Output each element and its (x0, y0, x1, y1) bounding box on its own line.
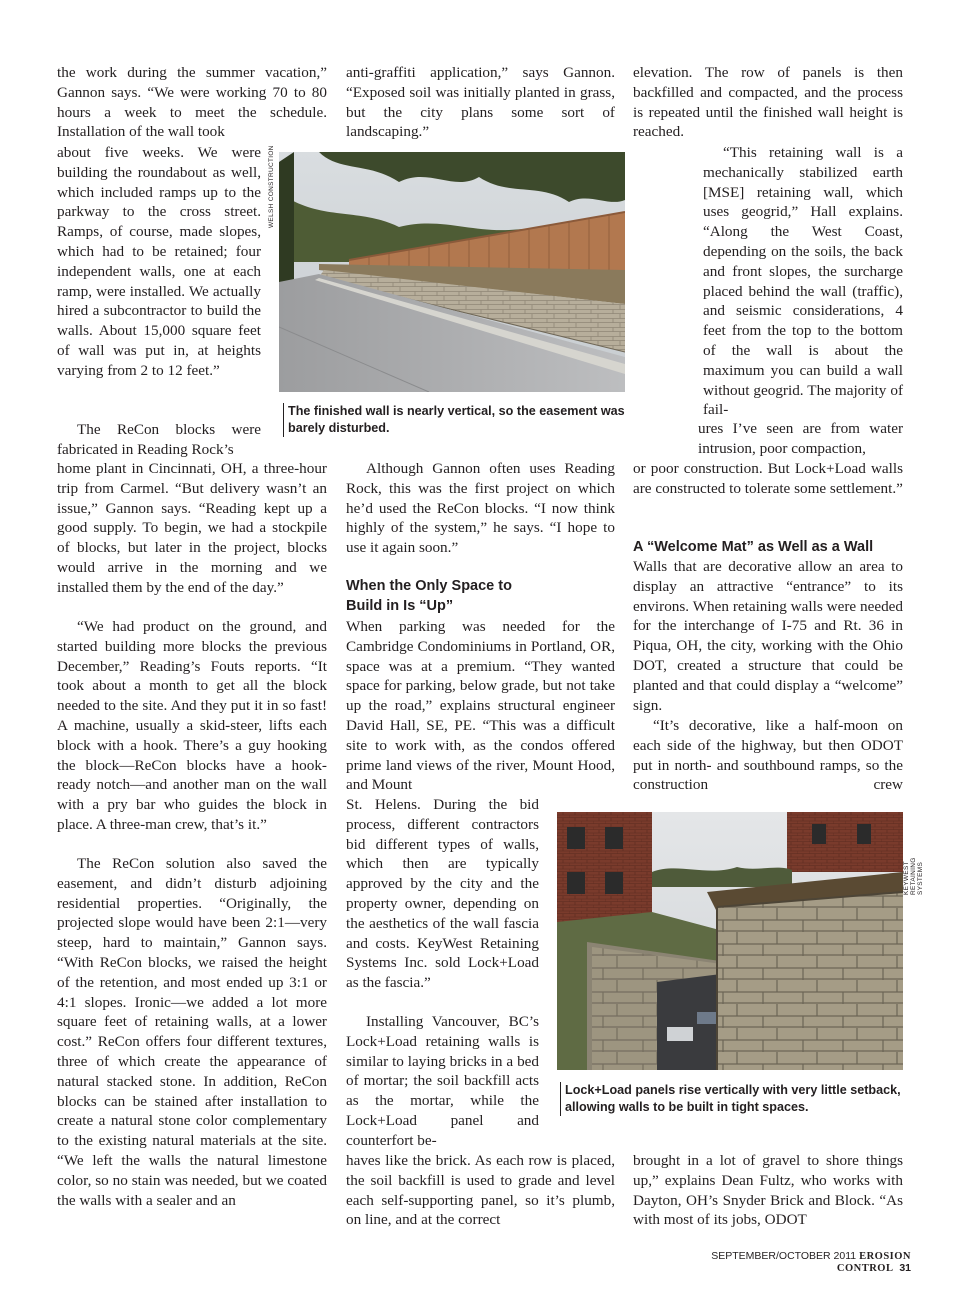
lockload-photo-illustration (557, 812, 903, 1070)
col2-paragraph-4: Installing Vancouver, BC’s Lock+Load retaining walls is similar to laying bricks in a bed of mortar; the soil backfill acts as the mortar, while the Lock+Load panel and counterfort be- (346, 1013, 539, 1149)
col1-paragraph-1: the work during the summer vacation,” Gannon says. “We were working 70 to 80 hours a week to meet the schedule. Installation of the wall took (57, 64, 327, 141)
col3-paragraph-2: “This retaining wall is a mechanically stabilized earth [MSE] retaining wall, which uses geogrid,” Hall explains. “Along the West Coast, depending on the soils, the back and front slopes, the surcharge placed behind the wall (traffic), and seismic considerations, 4 feet from the top to the bottom of the wall is about the maximum you can build a wall without geogrid. The majority of fail- (703, 144, 903, 419)
footer-magazine: EROSION CONTROL (836, 1251, 911, 1274)
col1-paragraph-4: The ReCon solution also saved the easement, and didn’t disturb adjoining residential properties. “Originally, the projected slope would have been 2:1—very steep, hard to maintain,” Gannon says. “With ReCon blocks, we raised the height of the retention, and most ended up 3:1 or 4:1 slopes. Ironic—we added a lot more square feet of retaining walls, at a lower cost.” ReCon offers four different textures, three of which create the appearance of natural stacked stone. In addition, ReCon blocks can be stained after installation to create a natural stone color complementary to the existing natural materials at the site. “We left the walls the natural limestone color, so no stain was needed, but we coated the walls with a sealer and an (57, 855, 327, 1209)
col2-paragraph-1: anti-graffiti application,” says Gannon. “Exposed soil was initially planted in grass, but the city plans some sort of landscaping.” (346, 64, 615, 141)
photo2-caption: Lock+Load panels rise vertically with very little setback, allowing walls to be built in tight spaces. (560, 1082, 905, 1116)
col3-paragraph-3: Walls that are decorative allow an area to display an attractive “entrance” to its environs. When retaining walls were needed for the interchange of I-75 and Rt. 36 in Piqua, OH, the city, working with the Ohio DOT, created a structure that could be planted and that could display a “welcome” sign. (633, 558, 903, 714)
photo-finished-wall (279, 152, 625, 392)
photo1-caption: The finished wall is nearly vertical, so the easement was barely disturbed. (283, 403, 648, 437)
col1-paragraph-2-line2: fabricated in Reading Rock’s (57, 441, 234, 458)
col2-paragraph-3-wrap: St. Helens. During the bid process, different contractors bid different types of walls, which then are typically approved by the city and the property owner, depending on the aesthetics of the wall fascia and costs. KeyWest Retaining Systems Inc. sold Lock+Load as the fascia.” (346, 796, 539, 992)
col2-paragraph-3: When parking was needed for the Cambridge Condominiums in Portland, OR, space was at a premium. “They wanted space for parking, below grade, but not take up the road,” explains structural engineer David Hall, SE, PE. “This was a difficult site to work with, as the condos offered prime land views of the river, Mount Hood, and Mount (346, 618, 615, 794)
col1-paragraph-2-start: The ReCon blocks were (77, 421, 261, 438)
page-footer (651, 1250, 911, 1274)
col2-paragraph-4-wrap: haves like the brick. As each row is placed, the soil backfill is used to grade and level each self-supporting panel, so it’s plumb, on line, and at the correct (346, 1152, 615, 1229)
col3-heading: A “Welcome Mat” as Well as a Wall (633, 539, 874, 555)
footer-date: SEPTEMBER/OCTOBER 2011 (711, 1250, 857, 1262)
col1-paragraph-1-wrap: about five weeks. We were building the roundabout as well, which included ramps up to the parkway to the cross street. Ramps, of course, made slopes, which had to be retained; four independent walls, one at each ramp, were installed. We actually hired a subcontractor to build the walls. About 15,000 square feet of wall was put in, at heights varying from 2 to 12 feet.” (57, 144, 261, 379)
photo2-credit: KEYWEST RETAINING SYSTEMS (903, 857, 924, 895)
col3-paragraph-4: “It’s decorative, like a half-moon on each side of the highway, but then ODOT put in north- and southbound ramps, so the construction crew (633, 717, 903, 794)
photo-lock-load-wall (557, 812, 903, 1070)
col3-paragraph-2-end: or poor construction. But Lock+Load walls are constructed to tolerate some settlement.” (633, 460, 903, 497)
col1-paragraph-3: “We had product on the ground, and started building more blocks the previous December,” Reading’s Fouts reports. “It took about a month to get all the block needed to the site. And they put it in so fast! A machine, usually a skid-steer, lifts each block with a hook. There’s a guy hooking the block—ReCon blocks have a hook-ready notch—and another man on the wall with a pry bar who guides the block in place. A three-man crew, that’s it.” (57, 618, 327, 833)
col1-paragraph-2: home plant in Cincinnati, OH, a three-hour trip from Carmel. “But delivery wasn’t an issue,” Gannon says. “Reading kept up a good supply. To begin, we had a stockpile of blocks, but later in the project, blocks would arrive in the morning and we installed them by the end of the day.” (57, 460, 327, 596)
col2-heading: When the Only Space to Build in Is “Up” (346, 578, 512, 614)
col2-paragraph-2: Although Gannon often uses Reading Rock, this was the first project on which he’d used the ReCon blocks. “I now think highly of the system,” he says. “I hope to use it again soon.” (346, 460, 615, 557)
col3-paragraph-5: brought in a lot of gravel to shore things up,” explains Dean Fultz, who works with Dayton, OH’s Snyder Brick and Block. “As with most of its jobs, ODOT (633, 1152, 903, 1229)
footer-page-number: 31 (899, 1262, 911, 1274)
photo1-credit: WELSH CONSTRUCTION (268, 145, 275, 228)
col3-paragraph-2-line: ures I’ve seen are from water intrusion, poor compaction, (698, 420, 903, 457)
col3-paragraph-1: elevation. The row of panels is then backfilled and compacted, and the process is repeated until the finished wall height is reached. (633, 64, 903, 141)
wall-photo-illustration (279, 152, 625, 392)
